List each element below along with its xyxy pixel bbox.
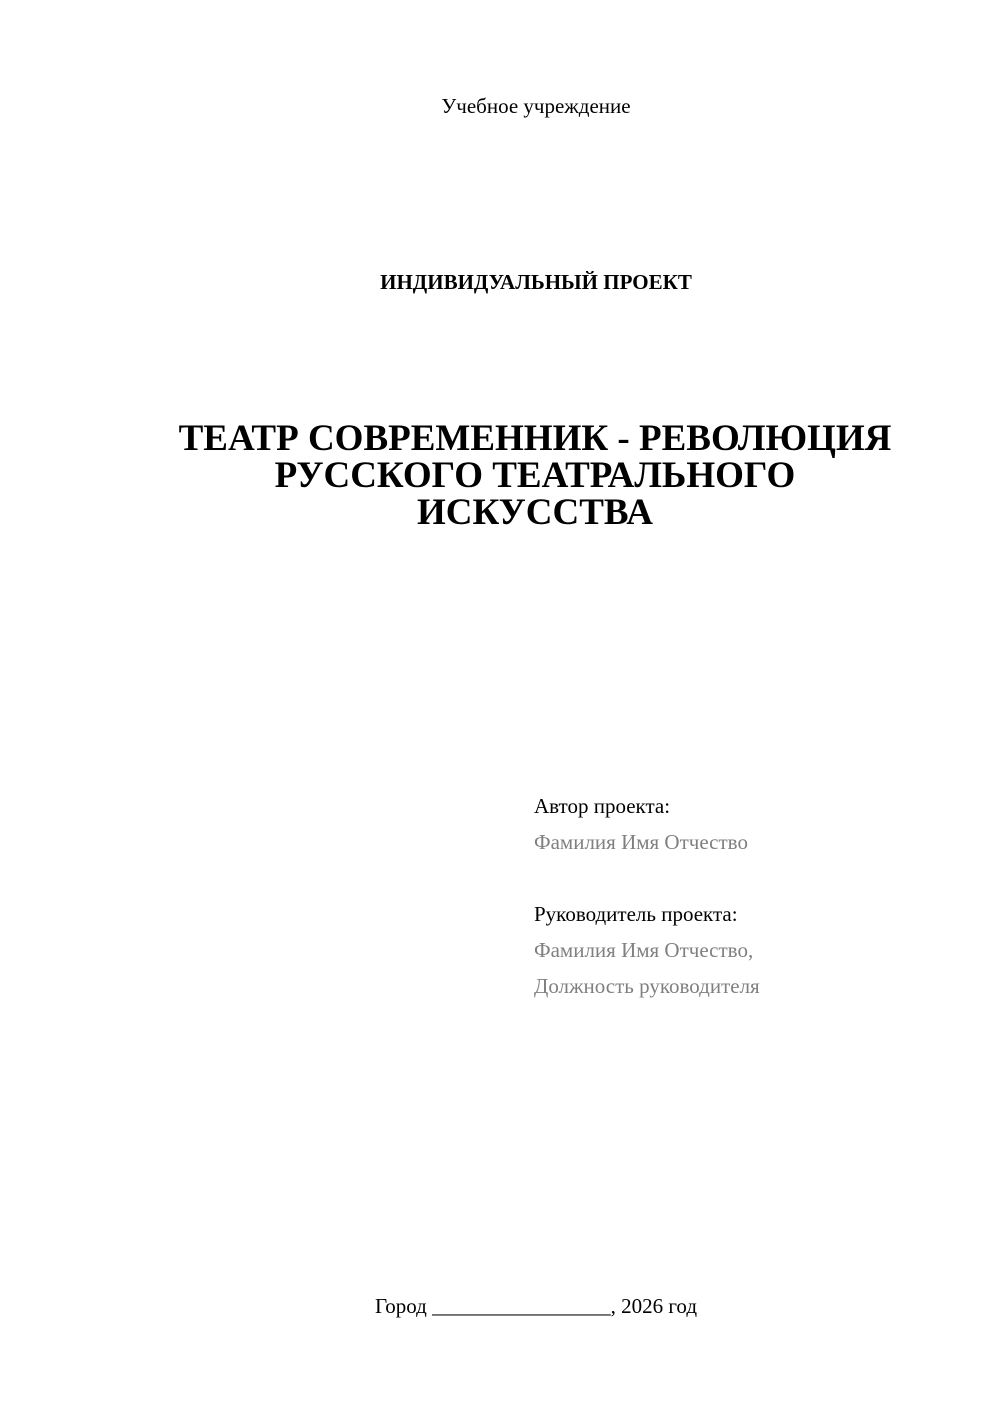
project-title-line-1: ТЕАТР СОВРЕМЕННИК - РЕВОЛЮЦИЯ [178, 418, 892, 459]
author-info-block [534, 788, 974, 1004]
author-label: Автор проекта: [534, 794, 671, 818]
supervisor-name-placeholder: Фамилия Имя Отчество, [534, 938, 754, 962]
project-title-line-3: ИСКУССТВА [417, 492, 653, 533]
supervisor-label: Руководитель проекта: [534, 902, 738, 926]
spacer [534, 860, 974, 896]
author-name-placeholder: Фамилия Имя Отчество [534, 830, 748, 854]
project-title-line-2: РУССКОГО ТЕАТРАЛЬНОГО [274, 455, 796, 496]
project-title [150, 420, 920, 531]
supervisor-position-placeholder: Должность руководителя [534, 974, 760, 998]
city-year-footer: Город _________________, 2026 год [374, 1294, 698, 1318]
project-type-heading: ИНДИВИДУАЛЬНЫЙ ПРОЕКТ [380, 270, 692, 294]
institution-name: Учебное учреждение [441, 94, 631, 118]
